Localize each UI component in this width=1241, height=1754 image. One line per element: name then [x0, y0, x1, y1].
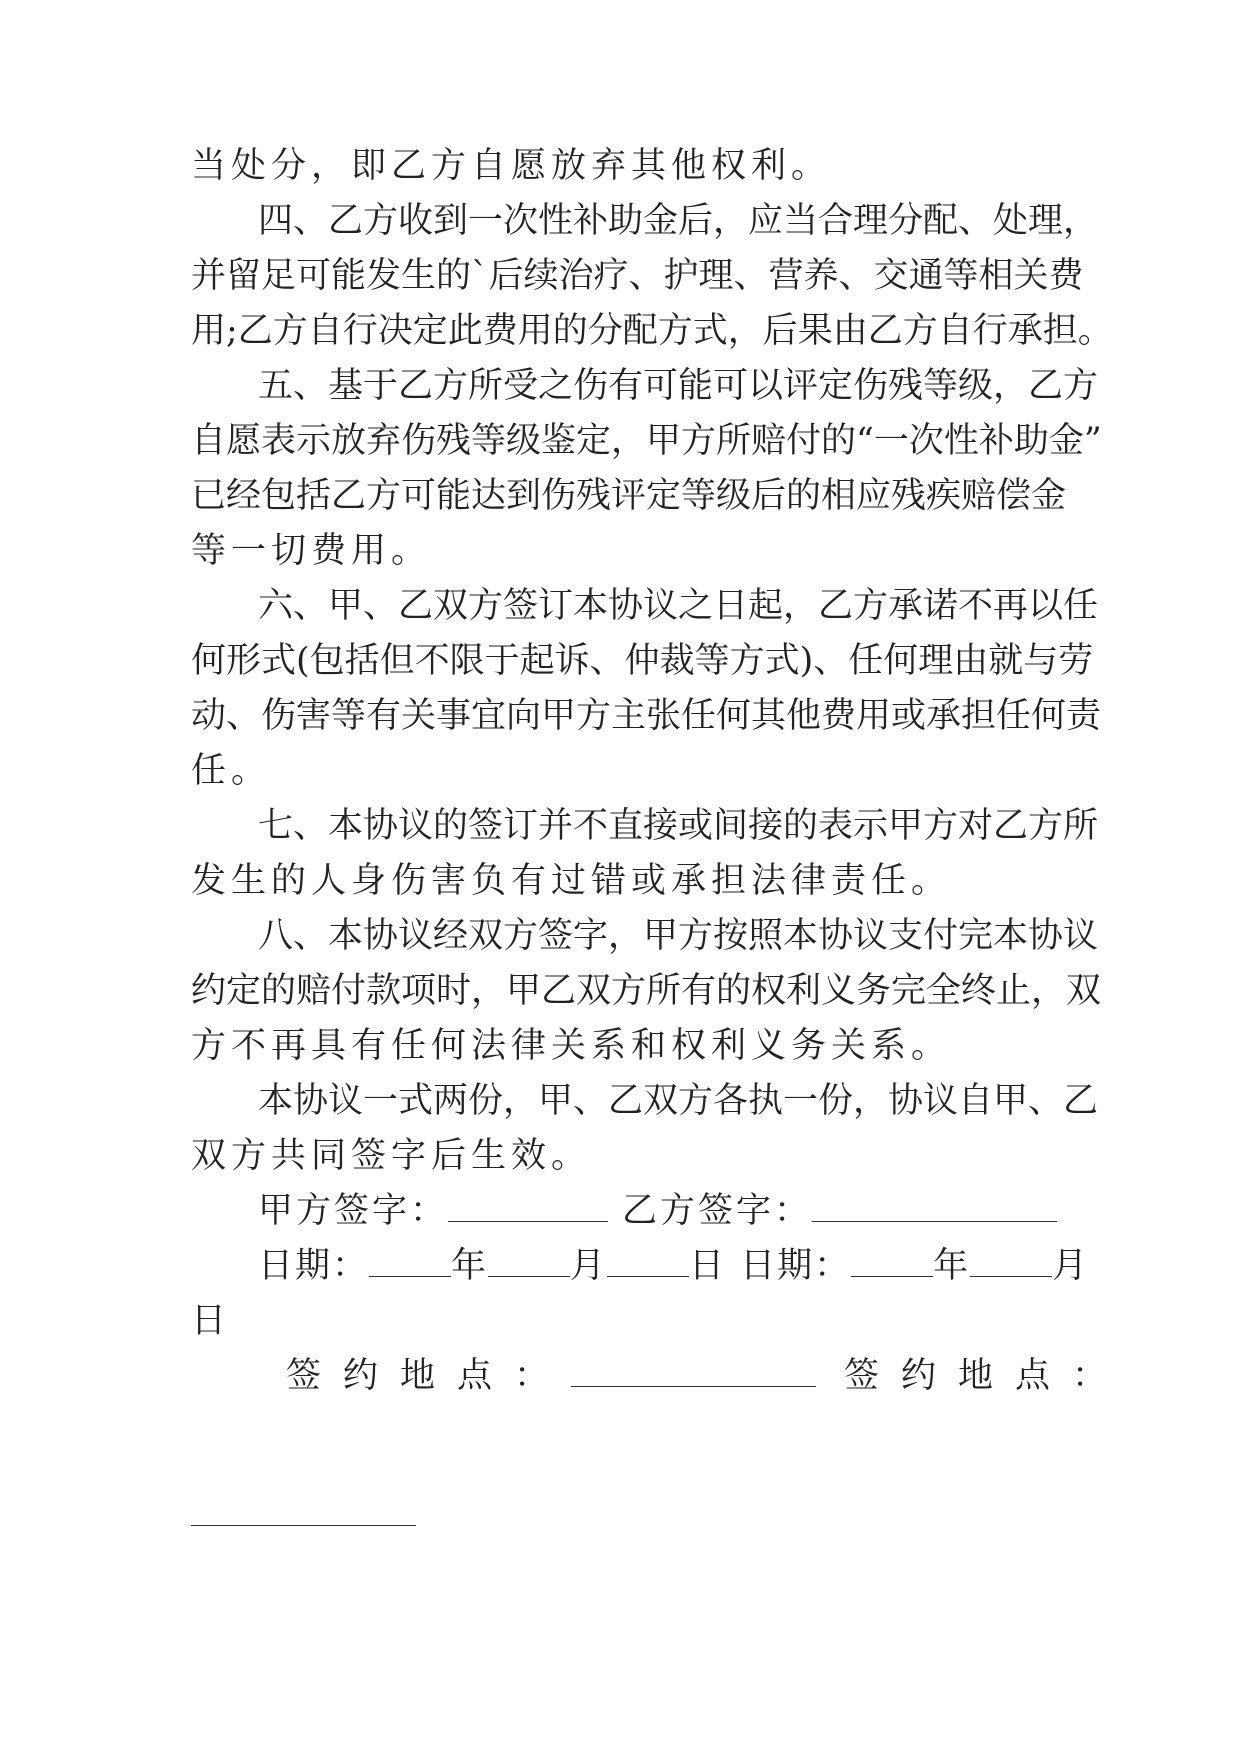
party-b-place-field[interactable] — [191, 1525, 416, 1526]
clause-4-line-2: 并留足可能发生的`后续治疗、护理、营养、交通等相关费 — [191, 256, 1084, 296]
year-unit: 年 — [451, 1246, 489, 1286]
clause-6-line-2: 何形式(包括但不限于起诉、仲裁等方式)、任何理由就与劳 — [191, 641, 1094, 681]
clause-6-line-1: 六、甲、乙双方签订本协议之日起，乙方承诺不再以任 — [258, 586, 1099, 626]
party-b-date-label: 日期： — [740, 1246, 852, 1286]
party-a-date-label: 日期： — [258, 1246, 370, 1286]
date-row — [258, 1246, 1090, 1286]
month-unit: 月 — [1052, 1246, 1090, 1286]
closing-line-2: 双方共同签字后生效。 — [191, 1136, 592, 1176]
party-b-month-field[interactable] — [970, 1250, 1052, 1277]
date-row-wrap: 日 — [191, 1301, 232, 1341]
clause-4-line-1: 四、乙方收到一次性补助金后，应当合理分配、处理， — [258, 201, 1099, 241]
clause-7-line-2: 发生的人身伤害负有过错或承担法律责任。 — [191, 861, 952, 901]
clause-6-line-3: 动、伤害等有关事宜向甲方主张任何其他费用或承担任何责 — [191, 696, 1102, 736]
clause-4-line-3: 用;乙方自行决定此费用的分配方式，后果由乙方自行承担。 — [191, 311, 1113, 351]
party-b-place-label: 签约地点： — [844, 1356, 1130, 1396]
clause-8-line-1: 八、本协议经双方签字，甲方按照本协议支付完本协议 — [258, 916, 1099, 956]
party-a-place-label: 签约地点： — [286, 1356, 572, 1396]
clause-5-line-1: 五、基于乙方所受之伤有可能可以评定伤残等级，乙方 — [258, 366, 1099, 406]
clause-5-line-2: 自愿表示放弃伤残等级鉴定，甲方所赔付的“一次性补助金” — [191, 421, 1102, 461]
clause-8-line-3: 方不再具有任何法律关系和权利义务关系。 — [191, 1026, 952, 1066]
party-a-signature-field[interactable] — [448, 1195, 608, 1222]
party-b-signature-label: 乙方签字： — [622, 1191, 813, 1231]
clause-5-line-4: 等一切费用。 — [191, 531, 432, 571]
party-a-signature-label: 甲方签字： — [258, 1191, 449, 1231]
day-unit: 日 — [689, 1246, 727, 1286]
clause-8-line-2: 约定的赔付款项时，甲乙双方所有的权利义务完全终止，双 — [191, 971, 1102, 1011]
clause-6-line-4: 任。 — [191, 751, 272, 791]
signature-row — [258, 1191, 1063, 1231]
party-a-month-field[interactable] — [488, 1250, 570, 1277]
clause-7-line-1: 七、本协议的签订并不直接或间接的表示甲方对乙方所 — [258, 806, 1099, 846]
clause-5-line-3: 已经包括乙方可能达到伤残评定等级后的相应残疾赔偿金 — [191, 476, 1067, 516]
place-row — [286, 1356, 1130, 1396]
party-b-year-field[interactable] — [851, 1250, 933, 1277]
party-a-place-field[interactable] — [571, 1360, 816, 1387]
month-unit: 月 — [570, 1246, 608, 1286]
paragraph-3-tail: 当处分，即乙方自愿放弃其他权利。 — [191, 146, 832, 186]
year-unit: 年 — [933, 1246, 971, 1286]
party-a-day-field[interactable] — [607, 1250, 689, 1277]
closing-line-1: 本协议一式两份，甲、乙双方各执一份，协议自甲、乙 — [258, 1081, 1099, 1121]
party-b-signature-field[interactable] — [812, 1195, 1057, 1222]
party-a-year-field[interactable] — [369, 1250, 451, 1277]
